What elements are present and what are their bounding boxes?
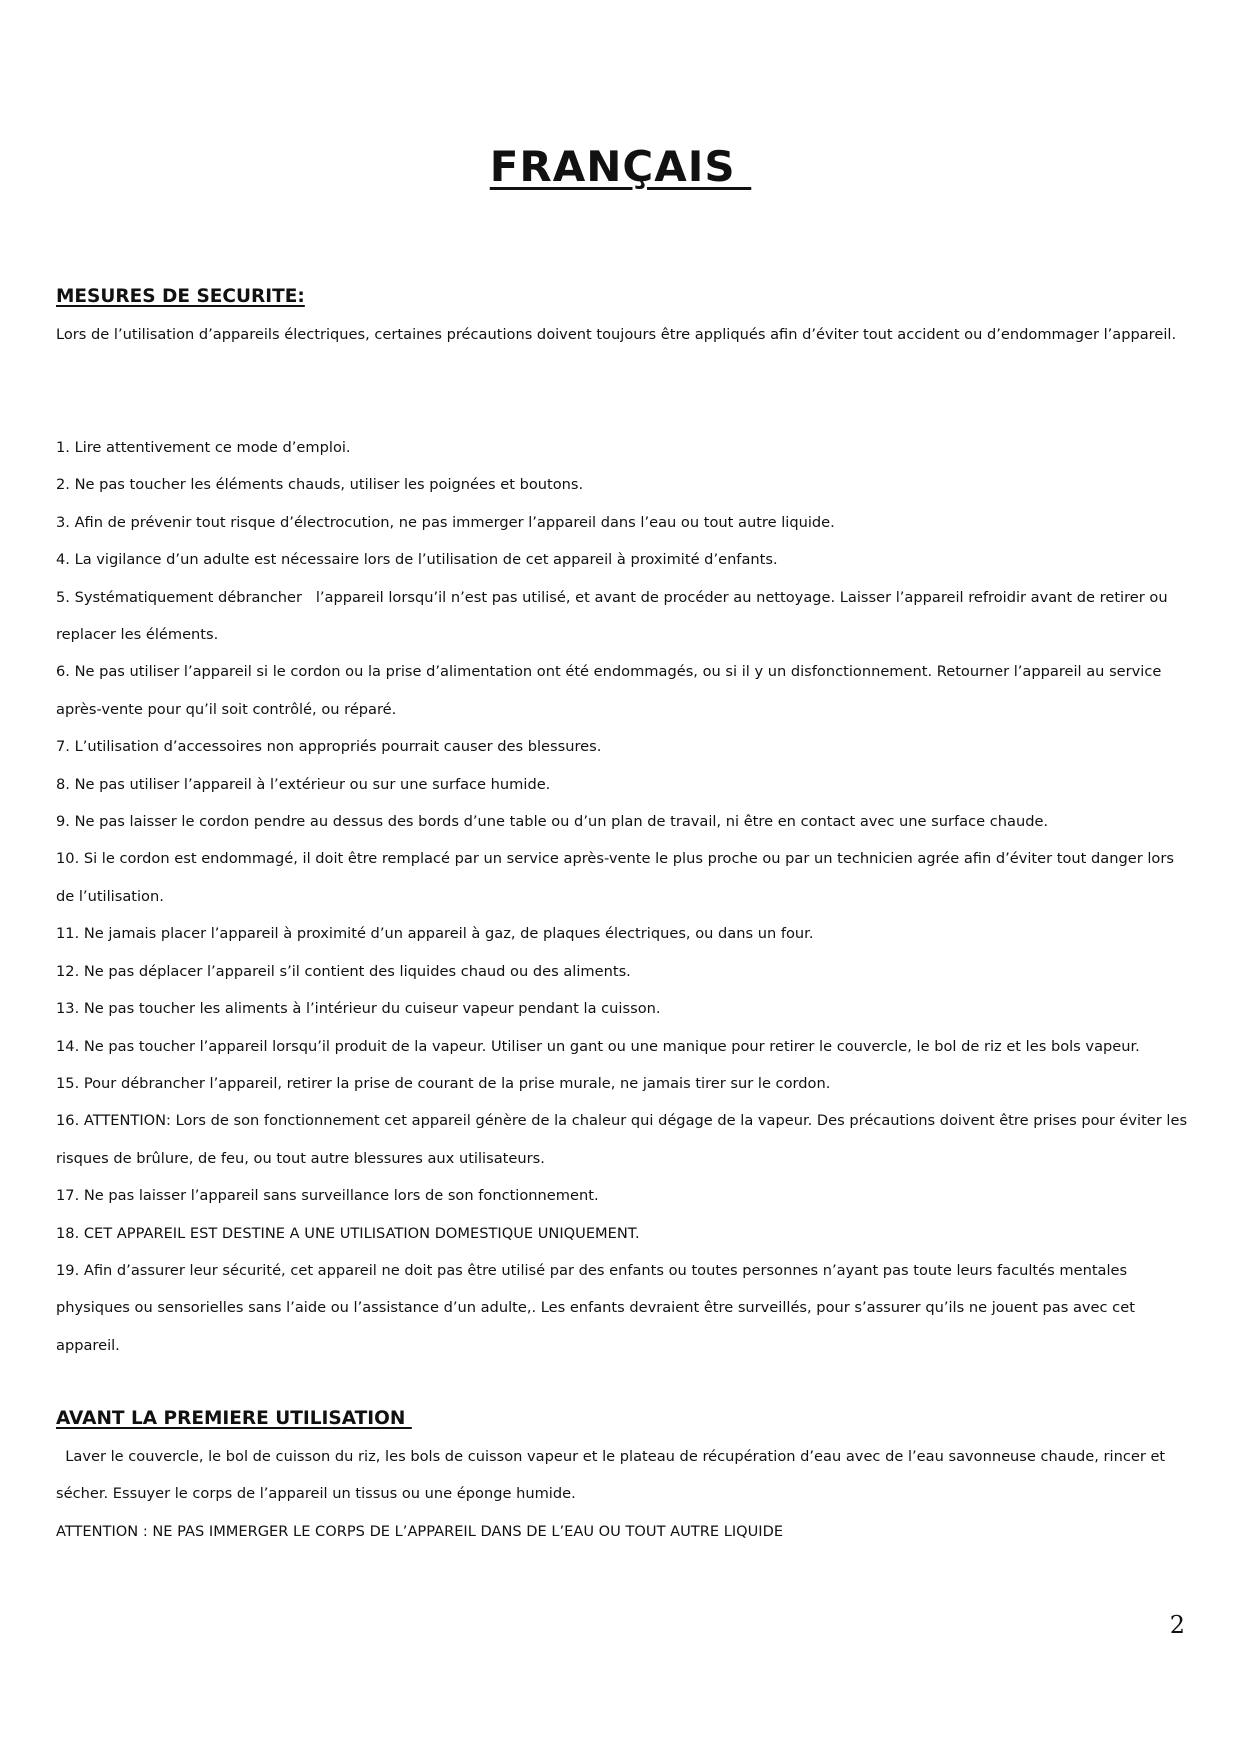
list-item: 7. L’utilisation d’accessoires non appropriés pourrait causer des blessures. <box>56 738 602 756</box>
safety-intro: Lors de l’utilisation d’appareils électriques, certaines précautions doivent toujours être appliqués afin d’éviter tout accident ou d’endommager l’appareil. <box>56 326 1177 343</box>
list-item: 17. Ne pas laisser l’appareil sans surveillance lors de son fonctionnement. <box>56 1187 599 1205</box>
list-item: 14. Ne pas toucher l’appareil lorsqu’il produit de la vapeur. Utiliser un gant ou une manique pour retirer le couvercle, le bol de riz et les bols vapeur. <box>56 1037 1140 1055</box>
list-item: 6. Ne pas utiliser l’appareil si le cordon ou la prise d’alimentation ont été endommagés, ou si il y un disfonctionnement. Retourner l’appareil au service après-vente pour qu’il soit contrôlé, ou réparé. <box>56 663 1166 718</box>
page-title <box>0 142 1241 192</box>
list-item: 5. Systématiquement débrancher l’appareil lorsqu’il n’est pas utilisé, et avant de procéder au nettoyage. Laisser l’appareil refroidir avant de retirer ou replacer les éléments. <box>56 588 1173 644</box>
list-item: 8. Ne pas utiliser l’appareil à l’extérieur ou sur une surface humide. <box>56 775 551 793</box>
list-item: 10. Si le cordon est endommagé, il doit être remplacé par un service après-vente le plus proche ou par un technicien agrée afin d’éviter tout danger lors de l’utilisation. <box>56 850 1179 905</box>
first-use-heading: AVANT LA PREMIERE UTILISATION <box>56 1408 412 1429</box>
safety-heading: MESURES DE SECURITE: <box>56 286 305 307</box>
list-item: 11. Ne jamais placer l’appareil à proximité d’un appareil à gaz, de plaques électriques, ou dans un four. <box>56 925 814 943</box>
page-title-text: FRANÇAIS <box>489 142 752 191</box>
list-item: 4. La vigilance d’un adulte est nécessaire lors de l’utilisation de cet appareil à proximité d’enfants. <box>56 551 778 569</box>
list-item: 16. ATTENTION: Lors de son fonctionnement cet appareil génère de la chaleur qui dégage de la vapeur. Des précautions doivent être prises pour éviter les risques de brûlure, de feu, ou tout autre blessures aux utilisateurs. <box>56 1112 1192 1167</box>
safety-list <box>56 429 1192 1364</box>
list-item: 2. Ne pas toucher les éléments chauds, utiliser les poignées et boutons. <box>56 476 584 494</box>
page-number: 2 <box>1169 1611 1185 1639</box>
list-item: 13. Ne pas toucher les aliments à l’intérieur du cuiseur vapeur pendant la cuisson. <box>56 1000 661 1018</box>
list-item: 19. Afin d’assurer leur sécurité, cet appareil ne doit pas être utilisé par des enfants ou toutes personnes n’ayant pas toute leurs facultés mentales physiques ou sensorielles sans l’aide ou l’assistance d’un adulte,. Les enfants devraient être surveillés, pour s’assurer qu’ils ne jouent pas avec cet appareil. <box>56 1261 1140 1354</box>
list-item: 1. Lire attentivement ce mode d’emploi. <box>56 439 351 456</box>
list-item: 18. CET APPAREIL EST DESTINE A UNE UTILISATION DOMESTIQUE UNIQUEMENT. <box>56 1224 640 1242</box>
list-item: 15. Pour débrancher l’appareil, retirer la prise de courant de la prise murale, ne jamais tirer sur le cordon. <box>56 1074 831 1092</box>
list-item: 12. Ne pas déplacer l’appareil s’il contient des liquides chaud ou des aliments. <box>56 962 631 980</box>
list-item: 3. Afin de prévenir tout risque d’électrocution, ne pas immerger l’appareil dans l’eau ou tout autre liquide. <box>56 513 835 531</box>
list-item: 9. Ne pas laisser le cordon pendre au dessus des bords d’une table ou d’un plan de travail, ni être en contact avec une surface chaude. <box>56 813 1049 831</box>
first-use-paragraph: Laver le couvercle, le bol de cuisson du riz, les bols de cuisson vapeur et le plateau de récupération d’eau avec de l’eau savonneuse chaude, rincer et sécher. Essuyer le corps de l’appareil un tissus ou une éponge humide. <box>56 1448 1170 1503</box>
first-use-warning: ATTENTION : NE PAS IMMERGER LE CORPS DE L’APPAREIL DANS DE L’EAU OU TOUT AUTRE LIQUIDE <box>56 1523 784 1540</box>
